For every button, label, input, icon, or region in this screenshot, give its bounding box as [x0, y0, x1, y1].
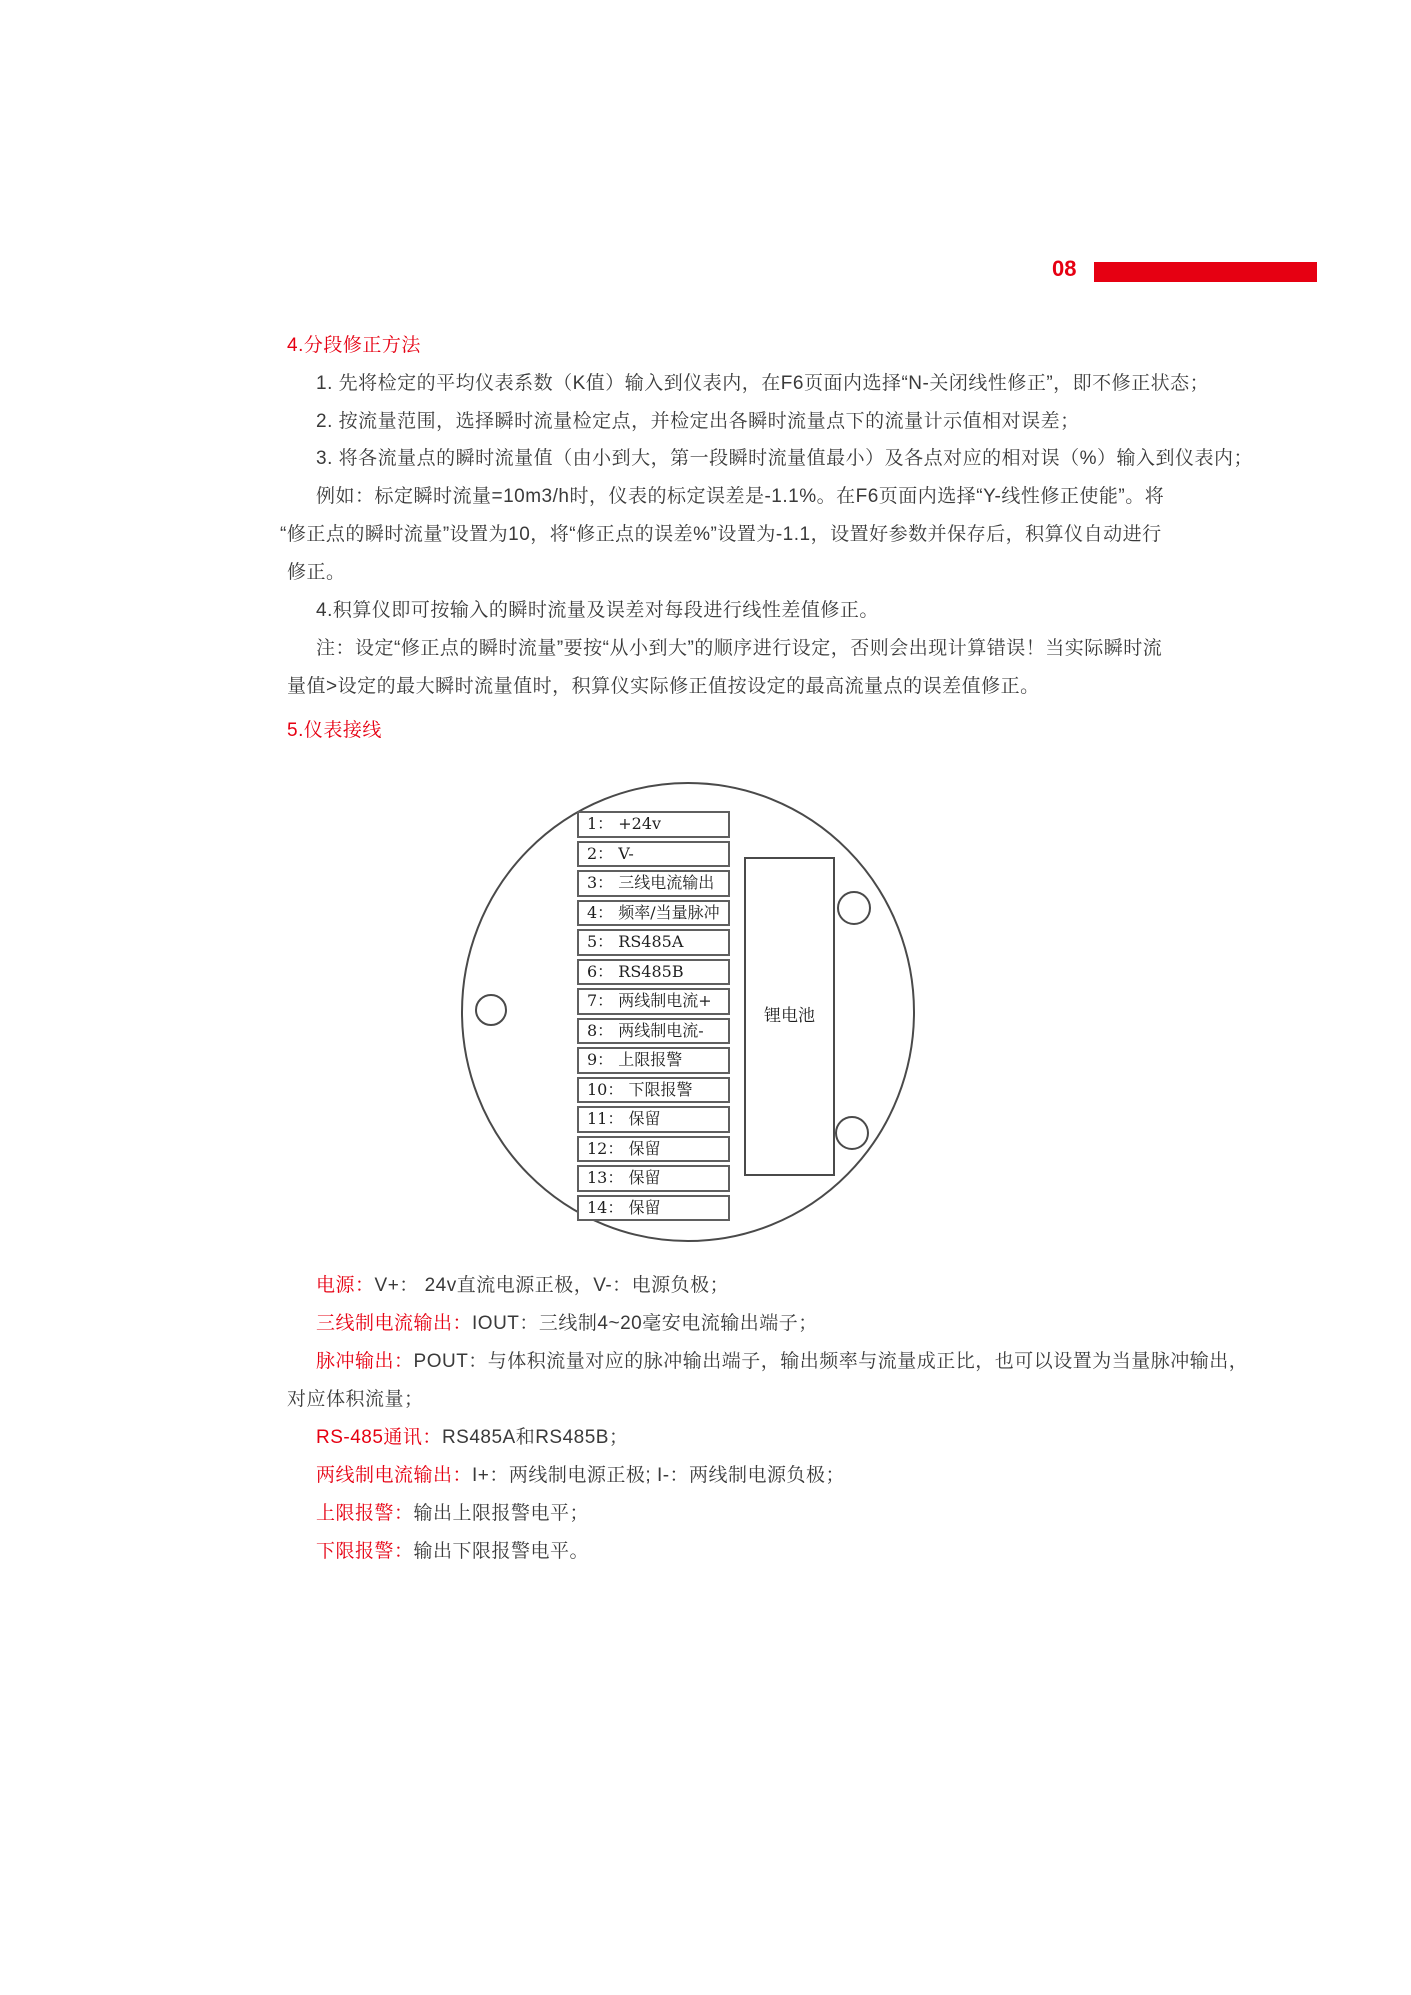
- terminal-row-12: 12： 保留: [577, 1136, 730, 1163]
- definition-three-wire-current: [316, 1312, 818, 1336]
- section-4-note-line-1: 注：设定“修正点的瞬时流量”要按“从小到大”的顺序进行设定，否则会出现计算错误！当实际瞬时流: [316, 638, 1163, 659]
- definition-two-wire-current-label: 两线制电流输出：: [316, 1465, 473, 1486]
- screw-hole-left: [476, 995, 506, 1025]
- screw-hole-right-top: [838, 892, 870, 924]
- definition-pulse-output-text: POUT：与体积流量对应的脉冲输出端子，输出频率与流量成正比，也可以设置为当量脉冲输出，: [413, 1351, 1249, 1372]
- section-4-example-line-3: 修正。: [287, 562, 346, 583]
- section-4-example-line-2: “修正点的瞬时流量”设置为10，将“修正点的误差%”设置为-1.1，设置好参数并保存后，积算仪自动进行: [280, 524, 1162, 545]
- page-number: 08: [1052, 256, 1077, 281]
- section-4-heading: 4.分段修正方法: [287, 335, 421, 356]
- section-4-step-2: 2. 按流量范围，选择瞬时流量检定点，并检定出各瞬时流量点下的流量计示值相对误差；: [316, 411, 1080, 432]
- section-4-example-line-1: 例如：标定瞬时流量=10m3/h时，仪表的标定误差是-1.1%。在F6页面内选择“Y-线性修正使能”。将: [316, 486, 1165, 507]
- terminal-row-14: 14： 保留: [577, 1195, 730, 1222]
- section-4-step-4: 4.积算仪即可按输入的瞬时流量及误差对每段进行线性差值修正。: [316, 600, 879, 621]
- terminal-row-11: 11： 保留: [577, 1106, 730, 1133]
- terminal-row-5: 5： RS485A: [577, 929, 730, 956]
- definition-pulse-output: [316, 1350, 1248, 1374]
- terminal-row-4: 4： 频率/当量脉冲: [577, 900, 730, 927]
- screw-hole-right-bottom: [836, 1117, 868, 1149]
- section-5-heading: 5.仪表接线: [287, 720, 382, 741]
- definition-low-alarm: [316, 1540, 589, 1564]
- terminal-row-7: 7： 两线制电流+: [577, 988, 730, 1015]
- terminal-row-13: 13： 保留: [577, 1165, 730, 1192]
- header-accent-bar: [1094, 262, 1317, 282]
- definition-power-label: 电源：: [316, 1275, 375, 1296]
- definition-pulse-output-label: 脉冲输出：: [316, 1351, 414, 1372]
- terminal-row-6: 6： RS485B: [577, 959, 730, 986]
- definition-high-alarm-label: 上限报警：: [316, 1503, 414, 1524]
- terminal-row-1: 1： +24v: [577, 811, 730, 838]
- definition-power: [316, 1274, 729, 1298]
- definition-three-wire-current-label: 三线制电流输出：: [316, 1313, 473, 1334]
- terminal-row-3: 3： 三线电流输出: [577, 870, 730, 897]
- section-4-step-1: 1. 先将检定的平均仪表系数（K值）输入到仪表内，在F6页面内选择“N-关闭线性修正”，即不修正状态；: [316, 373, 1210, 394]
- definition-two-wire-current: [316, 1464, 845, 1488]
- terminal-row-10: 10： 下限报警: [577, 1077, 730, 1104]
- terminal-row-9: 9： 上限报警: [577, 1047, 730, 1074]
- definition-low-alarm-text: 输出下限报警电平。: [413, 1541, 590, 1562]
- definition-power-text: V+： 24v直流电源正极，V-：电源负极；: [374, 1275, 730, 1296]
- battery-label: 锂电池: [764, 1006, 815, 1026]
- definition-high-alarm-text: 输出上限报警电平；: [413, 1503, 590, 1524]
- definition-two-wire-current-text: I+：两线制电源正极; I-：两线制电源负极；: [472, 1465, 846, 1486]
- definition-rs485: [316, 1426, 628, 1450]
- definition-rs485-text: RS485A和RS485B；: [441, 1427, 629, 1448]
- definition-low-alarm-label: 下限报警：: [316, 1541, 414, 1562]
- definition-rs485-label: RS-485通讯：: [316, 1427, 442, 1448]
- definition-pulse-output-cont: [287, 1388, 424, 1412]
- section-4-note-line-2: 量值>设定的最大瞬时流量值时，积算仪实际修正值按设定的最高流量点的误差值修正。: [287, 676, 1040, 697]
- definition-three-wire-current-text: IOUT：三线制4~20毫安电流输出端子；: [472, 1313, 818, 1334]
- terminal-row-2: 2： V-: [577, 841, 730, 868]
- terminal-table: [577, 811, 730, 1224]
- definition-high-alarm: [316, 1502, 589, 1526]
- terminal-row-8: 8： 两线制电流-: [577, 1018, 730, 1045]
- section-4-step-3: 3. 将各流量点的瞬时流量值（由小到大，第一段瞬时流量值最小）及各点对应的相对误（%）输入到仪表内；: [316, 448, 1254, 469]
- definition-pulse-output-cont-text: 对应体积流量；: [287, 1389, 424, 1410]
